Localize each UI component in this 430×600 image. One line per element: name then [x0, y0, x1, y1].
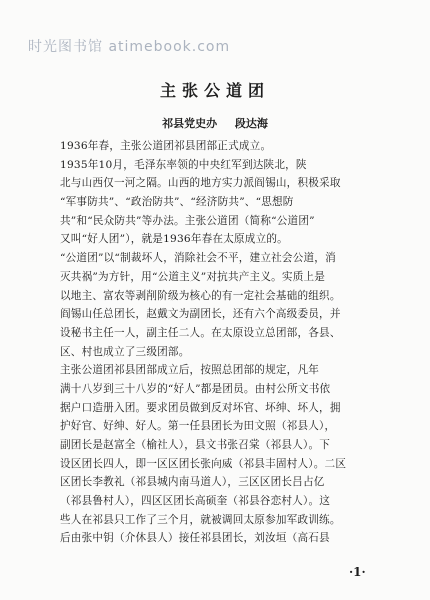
text-line: 灭共祸”为方针，用“公道主义”对抗共产主义。实质上是 [60, 270, 326, 283]
text-line: 以地主、富农等剥削阶级为核心的有一定社会基础的组织。 [60, 289, 341, 302]
text-line: 护好官、好绅、好人。第一任县团长为田文照（祁县人）， [60, 420, 336, 433]
byline [0, 115, 430, 131]
text-line: 些人在祁县只工作了三个月，就被调回太原参加军政训练。 [60, 513, 341, 526]
text-line: 又叫“好人团”），就是1936年春在太原成立的。 [60, 233, 288, 246]
byline-author: 段达海 [234, 117, 268, 130]
text-line: 满十八岁到三十八岁的“好人”都是团员。由村公所文书依 [60, 382, 331, 395]
text-line: “军事防共”、“政治防共”、“经济防共”、“思想防 [60, 196, 294, 209]
text-line: “公道团”以“制裁坏人，消除社会不平，建立社会公道，消 [60, 252, 336, 265]
text-line: 区团长李教礼（祁县城内南马道人），三区区团长吕占亿 [60, 476, 325, 489]
text-line: 阎锡山任总团长，赵戴文为副团长，还有六个高级委员，并 [60, 308, 341, 321]
text-line: （祁县鲁村人），四区区团长高硕奎（祁县谷恋村人）。这 [60, 495, 331, 508]
text-line: 据户口造册入团。要求团员做到反对坏官、坏绅、坏人，拥 [60, 401, 341, 414]
text-line: 1935年10月，毛泽东率领的中央红军到达陕北，陕 [60, 158, 307, 171]
watermark: 时光图书馆 atimebook.com [28, 39, 231, 55]
text-line: 共”和“民众防共”等办法。主张公道团（简称“公道团” [60, 214, 315, 227]
text-line: 副团长是赵富全（榆社人），县文书张召棠（祁县人）。下 [60, 439, 331, 451]
text-line: 区、村也成立了三级团部。 [60, 345, 190, 358]
text-line: 设区团长四人，即一区区团长张向威（祁县丰固村人）。二区 [60, 457, 347, 470]
article-title: 主张公道团 [159, 81, 270, 100]
byline-organization: 祁县党史办 [162, 117, 218, 130]
text-line: 设秘书主任一人，副主任二人。在太原设立总团部，各县、 [60, 326, 341, 339]
page-number: ·1· [349, 565, 366, 579]
text-line: 后由张中钥（介休县人）接任祁县团长，刘汝垣（高石县 [60, 532, 330, 545]
text-line: 主张公道团祁县团部成立后，按照总团部的规定，凡年 [60, 364, 320, 377]
text-line: 1936年春，主张公道团祁县团部正式成立。 [60, 140, 272, 152]
text-line: 北与山西仅一河之隔。山西的地方实力派阎锡山，积极采取 [60, 177, 341, 190]
article-body [60, 137, 412, 548]
